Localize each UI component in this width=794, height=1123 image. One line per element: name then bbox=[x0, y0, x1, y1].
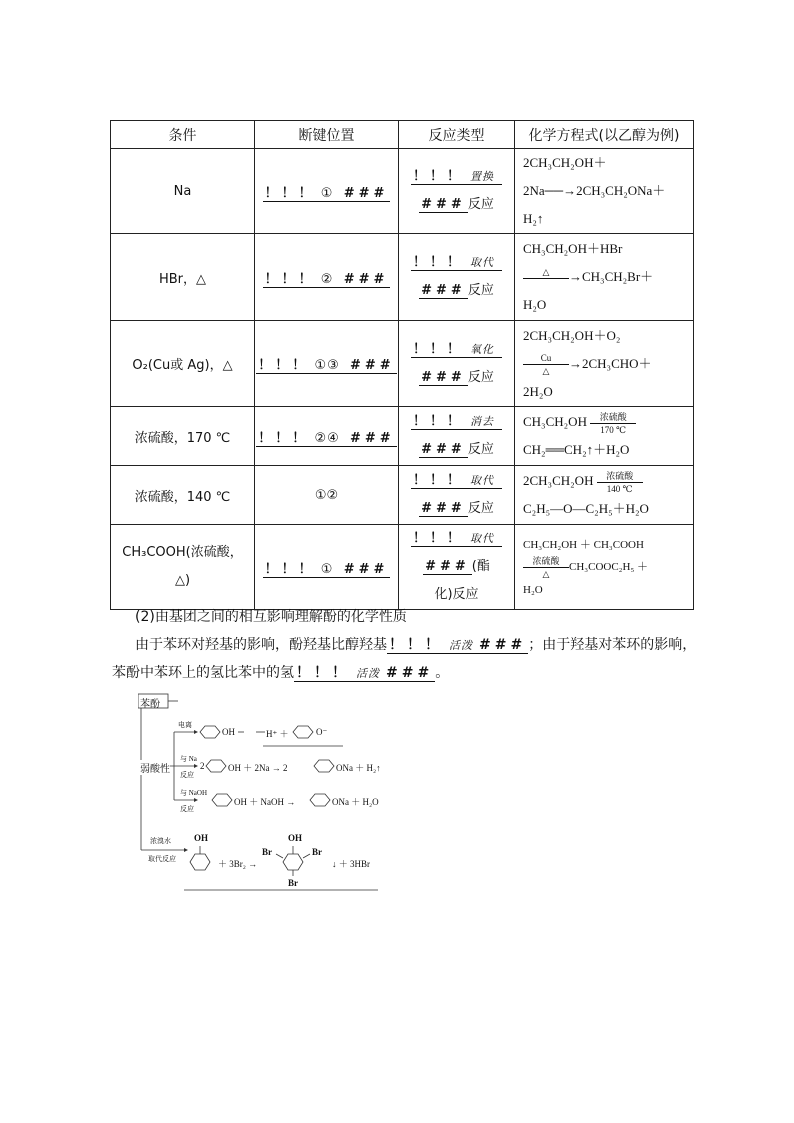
cell-type: ！！！ 消去 ### 反应 bbox=[399, 407, 515, 466]
cell-type: ！！！ 取代 ### 反应 bbox=[399, 234, 515, 321]
phenol-oh-text: OH bbox=[222, 727, 235, 737]
br-left: Br bbox=[262, 847, 272, 857]
cell-position: ！！！ ① ### bbox=[255, 525, 399, 610]
header-equation: 化学方程式(以乙醇为例) bbox=[515, 121, 694, 149]
weak-acid-label: 弱酸性 bbox=[140, 760, 170, 775]
paragraph-line-2: 苯酚中苯环上的氢比苯中的氢 ！！！ 活泼 ### 。 bbox=[112, 665, 450, 681]
na-label-2: 反应 bbox=[180, 771, 194, 779]
ionization-label: 电离 bbox=[178, 721, 192, 729]
cell-condition: CH₃COOH(浓硫酸， △) bbox=[111, 525, 255, 610]
bromine-label: 浓溴水 bbox=[150, 837, 171, 845]
table-row bbox=[111, 525, 694, 610]
naoh-eq-mid: OH ＋ NaOH → bbox=[234, 797, 296, 807]
section-heading: (2)由基团之间的相互影响理解酚的化学性质 bbox=[135, 609, 407, 625]
cell-condition: Na bbox=[111, 149, 255, 234]
cell-type: ！！！ 氧化 ### 反应 bbox=[399, 321, 515, 407]
naoh-label-2: 反应 bbox=[180, 805, 194, 813]
br-right: Br bbox=[312, 847, 322, 857]
cell-equation: CH₃CH₂OH 浓硫酸 170 ℃ CH₂══CH₂↑＋H₂O bbox=[515, 407, 694, 466]
cell-equation: CH₃CH₂OH ＋ CH₃COOH 浓硫酸 △CH₃COOC₂H₅ ＋ H₂O bbox=[515, 525, 694, 610]
cell-position: ！！！ ①③ ### bbox=[255, 321, 399, 407]
table-row bbox=[111, 321, 694, 407]
table-row bbox=[111, 466, 694, 525]
cell-equation: 2CH₃CH₂OH＋ 2Na──→2CH₃CH₂ONa＋ H₂↑ bbox=[515, 149, 694, 234]
na-label: 与 Na bbox=[180, 755, 197, 763]
cell-condition: 浓硫酸，170 ℃ bbox=[111, 407, 255, 466]
header-condition: 条件 bbox=[111, 121, 255, 149]
br-bottom: Br bbox=[288, 878, 298, 888]
phenoxide-text: O⁻ bbox=[316, 727, 328, 737]
table-row bbox=[111, 234, 694, 321]
cell-type: ！！！ 取代 ### 反应 bbox=[399, 466, 515, 525]
header-break-position: 断键位置 bbox=[255, 121, 399, 149]
cell-position bbox=[255, 149, 399, 234]
tribromophenol-oh: OH bbox=[288, 833, 303, 843]
reaction-table bbox=[110, 120, 694, 610]
cell-equation: 2CH₃CH₂OH＋O₂ Cu △→2CH₃CHO＋ 2H₂O bbox=[515, 321, 694, 407]
paragraph-line-1: 由于苯环对羟基的影响，酚羟基比醇羟基 ！！！ 活泼 ### ；由于羟基对苯环的影响， bbox=[135, 637, 697, 653]
cell-condition: 浓硫酸，140 ℃ bbox=[111, 466, 255, 525]
cell-position: ！！！ ② ### bbox=[255, 234, 399, 321]
table-row bbox=[111, 149, 694, 234]
cell-type: ！！！ 置换 ### 反应 bbox=[399, 149, 515, 234]
cell-equation: CH₃CH₂OH＋HBr △ →CH₃CH₂Br＋ H₂O bbox=[515, 234, 694, 321]
br2-text: ＋ 3Br₂ → bbox=[218, 859, 258, 869]
answer-blank: ！！！ ① ### bbox=[264, 185, 389, 201]
cell-condition: O₂(Cu或 Ag)，△ bbox=[111, 321, 255, 407]
cell-position: ！！！ ②④ ### bbox=[255, 407, 399, 466]
na-eq-mid: OH ＋ 2Na → 2 bbox=[228, 763, 288, 773]
cell-equation: 2CH₃CH₂OH 浓硫酸 140 ℃ C₂H₅—O—C₂H₅＋H₂O bbox=[515, 466, 694, 525]
na-eq-coef: 2 bbox=[200, 761, 205, 771]
cell-condition: HBr，△ bbox=[111, 234, 255, 321]
table-row bbox=[111, 407, 694, 466]
cell-type: ！！！ 取代 ### (酯 化)反应 bbox=[399, 525, 515, 610]
diagram-title: 苯酚 bbox=[140, 699, 160, 710]
hbr-text: ↓ ＋ 3HBr bbox=[332, 859, 370, 869]
phenol-oh-bottom: OH bbox=[194, 833, 209, 843]
na-eq-product: ONa ＋ H₂↑ bbox=[336, 763, 381, 773]
bromine-label-2: 取代反应 bbox=[148, 855, 176, 863]
h-ion-text: H⁺ ＋ bbox=[266, 729, 289, 739]
cell-position: ①② bbox=[255, 466, 399, 525]
phenol-properties-diagram bbox=[138, 690, 418, 900]
header-reaction-type: 反应类型 bbox=[399, 121, 515, 149]
naoh-eq-product: ONa ＋ H₂O bbox=[332, 797, 379, 807]
table-header-row bbox=[111, 121, 694, 149]
naoh-label: 与 NaOH bbox=[180, 789, 208, 797]
